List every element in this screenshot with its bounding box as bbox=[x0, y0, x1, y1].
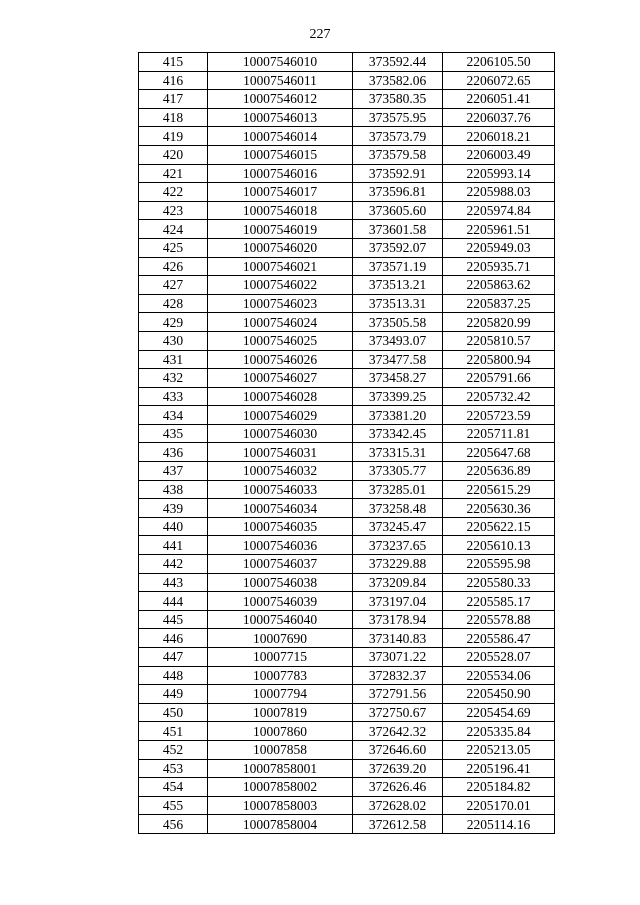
row-index-cell: 451 bbox=[139, 722, 208, 741]
point-id-cell: 10007546037 bbox=[208, 555, 353, 574]
y-coordinate-cell: 2205534.06 bbox=[443, 666, 555, 685]
x-coordinate-cell: 373197.04 bbox=[353, 592, 443, 611]
x-coordinate-cell: 373285.01 bbox=[353, 480, 443, 499]
point-id-cell: 10007546020 bbox=[208, 238, 353, 257]
row-index-cell: 446 bbox=[139, 629, 208, 648]
table-row bbox=[139, 666, 555, 685]
y-coordinate-cell: 2205647.68 bbox=[443, 443, 555, 462]
point-id-cell: 10007546019 bbox=[208, 220, 353, 239]
y-coordinate-cell: 2205578.88 bbox=[443, 610, 555, 629]
row-index-cell: 431 bbox=[139, 350, 208, 369]
point-id-cell: 10007690 bbox=[208, 629, 353, 648]
y-coordinate-cell: 2205935.71 bbox=[443, 257, 555, 276]
y-coordinate-cell: 2205595.98 bbox=[443, 555, 555, 574]
row-index-cell: 419 bbox=[139, 127, 208, 146]
row-index-cell: 450 bbox=[139, 703, 208, 722]
row-index-cell: 444 bbox=[139, 592, 208, 611]
y-coordinate-cell: 2206003.49 bbox=[443, 145, 555, 164]
row-index-cell: 434 bbox=[139, 406, 208, 425]
x-coordinate-cell: 373513.21 bbox=[353, 276, 443, 295]
table-row bbox=[139, 220, 555, 239]
y-coordinate-cell: 2205528.07 bbox=[443, 648, 555, 667]
x-coordinate-cell: 373575.95 bbox=[353, 108, 443, 127]
y-coordinate-cell: 2205610.13 bbox=[443, 536, 555, 555]
row-index-cell: 445 bbox=[139, 610, 208, 629]
y-coordinate-cell: 2206072.65 bbox=[443, 71, 555, 90]
point-id-cell: 10007546024 bbox=[208, 313, 353, 332]
y-coordinate-cell: 2205636.89 bbox=[443, 462, 555, 481]
row-index-cell: 436 bbox=[139, 443, 208, 462]
row-index-cell: 423 bbox=[139, 201, 208, 220]
point-id-cell: 10007546031 bbox=[208, 443, 353, 462]
y-coordinate-cell: 2206051.41 bbox=[443, 90, 555, 109]
point-id-cell: 10007546033 bbox=[208, 480, 353, 499]
row-index-cell: 415 bbox=[139, 53, 208, 72]
table-row bbox=[139, 71, 555, 90]
row-index-cell: 427 bbox=[139, 276, 208, 295]
y-coordinate-cell: 2205791.66 bbox=[443, 369, 555, 388]
y-coordinate-cell: 2205585.17 bbox=[443, 592, 555, 611]
y-coordinate-cell: 2205820.99 bbox=[443, 313, 555, 332]
table-row bbox=[139, 629, 555, 648]
row-index-cell: 455 bbox=[139, 796, 208, 815]
row-index-cell: 441 bbox=[139, 536, 208, 555]
row-index-cell: 447 bbox=[139, 648, 208, 667]
x-coordinate-cell: 373592.91 bbox=[353, 164, 443, 183]
point-id-cell: 10007546036 bbox=[208, 536, 353, 555]
row-index-cell: 422 bbox=[139, 183, 208, 202]
point-id-cell: 10007783 bbox=[208, 666, 353, 685]
row-index-cell: 429 bbox=[139, 313, 208, 332]
table-row bbox=[139, 592, 555, 611]
y-coordinate-cell: 2205586.47 bbox=[443, 629, 555, 648]
point-id-cell: 10007858002 bbox=[208, 778, 353, 797]
table-row bbox=[139, 276, 555, 295]
y-coordinate-cell: 2205961.51 bbox=[443, 220, 555, 239]
row-index-cell: 440 bbox=[139, 517, 208, 536]
row-index-cell: 456 bbox=[139, 815, 208, 834]
row-index-cell: 432 bbox=[139, 369, 208, 388]
x-coordinate-cell: 373582.06 bbox=[353, 71, 443, 90]
x-coordinate-cell: 373458.27 bbox=[353, 369, 443, 388]
point-id-cell: 10007546018 bbox=[208, 201, 353, 220]
x-coordinate-cell: 373513.31 bbox=[353, 294, 443, 313]
table-row bbox=[139, 796, 555, 815]
x-coordinate-cell: 373571.19 bbox=[353, 257, 443, 276]
point-id-cell: 10007546013 bbox=[208, 108, 353, 127]
y-coordinate-cell: 2205184.82 bbox=[443, 778, 555, 797]
y-coordinate-cell: 2205450.90 bbox=[443, 685, 555, 704]
row-index-cell: 428 bbox=[139, 294, 208, 313]
x-coordinate-cell: 372750.67 bbox=[353, 703, 443, 722]
x-coordinate-cell: 372628.02 bbox=[353, 796, 443, 815]
x-coordinate-cell: 373258.48 bbox=[353, 499, 443, 518]
row-index-cell: 424 bbox=[139, 220, 208, 239]
table-row bbox=[139, 778, 555, 797]
table-row bbox=[139, 573, 555, 592]
x-coordinate-cell: 373596.81 bbox=[353, 183, 443, 202]
x-coordinate-cell: 373579.58 bbox=[353, 145, 443, 164]
x-coordinate-cell: 373505.58 bbox=[353, 313, 443, 332]
y-coordinate-cell: 2205974.84 bbox=[443, 201, 555, 220]
x-coordinate-cell: 373140.83 bbox=[353, 629, 443, 648]
row-index-cell: 437 bbox=[139, 462, 208, 481]
y-coordinate-cell: 2205810.57 bbox=[443, 331, 555, 350]
y-coordinate-cell: 2205196.41 bbox=[443, 759, 555, 778]
x-coordinate-cell: 372791.56 bbox=[353, 685, 443, 704]
table-row bbox=[139, 406, 555, 425]
row-index-cell: 438 bbox=[139, 480, 208, 499]
table-row bbox=[139, 108, 555, 127]
row-index-cell: 448 bbox=[139, 666, 208, 685]
table-row bbox=[139, 257, 555, 276]
y-coordinate-cell: 2205615.29 bbox=[443, 480, 555, 499]
point-id-cell: 10007858001 bbox=[208, 759, 353, 778]
table-row bbox=[139, 369, 555, 388]
table-row bbox=[139, 164, 555, 183]
x-coordinate-cell: 372832.37 bbox=[353, 666, 443, 685]
row-index-cell: 433 bbox=[139, 387, 208, 406]
y-coordinate-cell: 2205170.01 bbox=[443, 796, 555, 815]
table-row bbox=[139, 815, 555, 834]
point-id-cell: 10007546034 bbox=[208, 499, 353, 518]
point-id-cell: 10007546027 bbox=[208, 369, 353, 388]
x-coordinate-cell: 372639.20 bbox=[353, 759, 443, 778]
x-coordinate-cell: 373245.47 bbox=[353, 517, 443, 536]
table-row bbox=[139, 536, 555, 555]
x-coordinate-cell: 373209.84 bbox=[353, 573, 443, 592]
table-row bbox=[139, 517, 555, 536]
x-coordinate-cell: 373399.25 bbox=[353, 387, 443, 406]
table-row bbox=[139, 424, 555, 443]
table-row bbox=[139, 183, 555, 202]
page-number: 227 bbox=[309, 27, 331, 42]
point-id-cell: 10007715 bbox=[208, 648, 353, 667]
point-id-cell: 10007858003 bbox=[208, 796, 353, 815]
y-coordinate-cell: 2205580.33 bbox=[443, 573, 555, 592]
row-index-cell: 421 bbox=[139, 164, 208, 183]
point-id-cell: 10007546015 bbox=[208, 145, 353, 164]
row-index-cell: 454 bbox=[139, 778, 208, 797]
point-id-cell: 10007546039 bbox=[208, 592, 353, 611]
y-coordinate-cell: 2205988.03 bbox=[443, 183, 555, 202]
table-row bbox=[139, 462, 555, 481]
point-id-cell: 10007546011 bbox=[208, 71, 353, 90]
point-id-cell: 10007546026 bbox=[208, 350, 353, 369]
y-coordinate-cell: 2205723.59 bbox=[443, 406, 555, 425]
x-coordinate-cell: 372612.58 bbox=[353, 815, 443, 834]
row-index-cell: 426 bbox=[139, 257, 208, 276]
point-id-cell: 10007546035 bbox=[208, 517, 353, 536]
table-row bbox=[139, 238, 555, 257]
row-index-cell: 420 bbox=[139, 145, 208, 164]
x-coordinate-cell: 372646.60 bbox=[353, 740, 443, 759]
x-coordinate-cell: 373592.07 bbox=[353, 238, 443, 257]
row-index-cell: 435 bbox=[139, 424, 208, 443]
y-coordinate-cell: 2205993.14 bbox=[443, 164, 555, 183]
point-id-cell: 10007546025 bbox=[208, 331, 353, 350]
table-row bbox=[139, 685, 555, 704]
y-coordinate-cell: 2205863.62 bbox=[443, 276, 555, 295]
point-id-cell: 10007858 bbox=[208, 740, 353, 759]
x-coordinate-cell: 373592.44 bbox=[353, 53, 443, 72]
table-row bbox=[139, 703, 555, 722]
point-id-cell: 10007794 bbox=[208, 685, 353, 704]
x-coordinate-cell: 372642.32 bbox=[353, 722, 443, 741]
coordinates-table-body bbox=[139, 53, 555, 834]
table-row bbox=[139, 387, 555, 406]
row-index-cell: 418 bbox=[139, 108, 208, 127]
x-coordinate-cell: 373493.07 bbox=[353, 331, 443, 350]
table-row bbox=[139, 350, 555, 369]
row-index-cell: 452 bbox=[139, 740, 208, 759]
x-coordinate-cell: 373601.58 bbox=[353, 220, 443, 239]
row-index-cell: 449 bbox=[139, 685, 208, 704]
table-row bbox=[139, 90, 555, 109]
point-id-cell: 10007546040 bbox=[208, 610, 353, 629]
point-id-cell: 10007546014 bbox=[208, 127, 353, 146]
point-id-cell: 10007860 bbox=[208, 722, 353, 741]
table-row bbox=[139, 480, 555, 499]
point-id-cell: 10007546023 bbox=[208, 294, 353, 313]
table-row bbox=[139, 610, 555, 629]
row-index-cell: 430 bbox=[139, 331, 208, 350]
x-coordinate-cell: 373229.88 bbox=[353, 555, 443, 574]
x-coordinate-cell: 373605.60 bbox=[353, 201, 443, 220]
table-row bbox=[139, 145, 555, 164]
point-id-cell: 10007546012 bbox=[208, 90, 353, 109]
point-id-cell: 10007858004 bbox=[208, 815, 353, 834]
table-row bbox=[139, 499, 555, 518]
y-coordinate-cell: 2206037.76 bbox=[443, 108, 555, 127]
table-row bbox=[139, 555, 555, 574]
x-coordinate-cell: 372626.46 bbox=[353, 778, 443, 797]
point-id-cell: 10007546022 bbox=[208, 276, 353, 295]
y-coordinate-cell: 2205454.69 bbox=[443, 703, 555, 722]
y-coordinate-cell: 2205335.84 bbox=[443, 722, 555, 741]
y-coordinate-cell: 2205949.03 bbox=[443, 238, 555, 257]
point-id-cell: 10007819 bbox=[208, 703, 353, 722]
table-row bbox=[139, 127, 555, 146]
x-coordinate-cell: 373178.94 bbox=[353, 610, 443, 629]
coordinates-table bbox=[138, 52, 555, 834]
table-row bbox=[139, 443, 555, 462]
row-index-cell: 442 bbox=[139, 555, 208, 574]
table-row bbox=[139, 331, 555, 350]
row-index-cell: 439 bbox=[139, 499, 208, 518]
y-coordinate-cell: 2205837.25 bbox=[443, 294, 555, 313]
point-id-cell: 10007546028 bbox=[208, 387, 353, 406]
table-row bbox=[139, 759, 555, 778]
point-id-cell: 10007546038 bbox=[208, 573, 353, 592]
row-index-cell: 425 bbox=[139, 238, 208, 257]
y-coordinate-cell: 2205630.36 bbox=[443, 499, 555, 518]
row-index-cell: 416 bbox=[139, 71, 208, 90]
point-id-cell: 10007546016 bbox=[208, 164, 353, 183]
x-coordinate-cell: 373237.65 bbox=[353, 536, 443, 555]
table-row bbox=[139, 53, 555, 72]
y-coordinate-cell: 2205213.05 bbox=[443, 740, 555, 759]
y-coordinate-cell: 2205732.42 bbox=[443, 387, 555, 406]
x-coordinate-cell: 373381.20 bbox=[353, 406, 443, 425]
y-coordinate-cell: 2205622.15 bbox=[443, 517, 555, 536]
table-row bbox=[139, 722, 555, 741]
point-id-cell: 10007546030 bbox=[208, 424, 353, 443]
y-coordinate-cell: 2205711.81 bbox=[443, 424, 555, 443]
x-coordinate-cell: 373477.58 bbox=[353, 350, 443, 369]
y-coordinate-cell: 2206105.50 bbox=[443, 53, 555, 72]
y-coordinate-cell: 2206018.21 bbox=[443, 127, 555, 146]
x-coordinate-cell: 373342.45 bbox=[353, 424, 443, 443]
row-index-cell: 453 bbox=[139, 759, 208, 778]
x-coordinate-cell: 373071.22 bbox=[353, 648, 443, 667]
table-row bbox=[139, 313, 555, 332]
x-coordinate-cell: 373305.77 bbox=[353, 462, 443, 481]
point-id-cell: 10007546029 bbox=[208, 406, 353, 425]
y-coordinate-cell: 2205800.94 bbox=[443, 350, 555, 369]
point-id-cell: 10007546021 bbox=[208, 257, 353, 276]
point-id-cell: 10007546017 bbox=[208, 183, 353, 202]
x-coordinate-cell: 373580.35 bbox=[353, 90, 443, 109]
y-coordinate-cell: 2205114.16 bbox=[443, 815, 555, 834]
row-index-cell: 417 bbox=[139, 90, 208, 109]
table-row bbox=[139, 740, 555, 759]
point-id-cell: 10007546010 bbox=[208, 53, 353, 72]
row-index-cell: 443 bbox=[139, 573, 208, 592]
point-id-cell: 10007546032 bbox=[208, 462, 353, 481]
x-coordinate-cell: 373573.79 bbox=[353, 127, 443, 146]
table-row bbox=[139, 201, 555, 220]
table-row bbox=[139, 294, 555, 313]
table-row bbox=[139, 648, 555, 667]
x-coordinate-cell: 373315.31 bbox=[353, 443, 443, 462]
